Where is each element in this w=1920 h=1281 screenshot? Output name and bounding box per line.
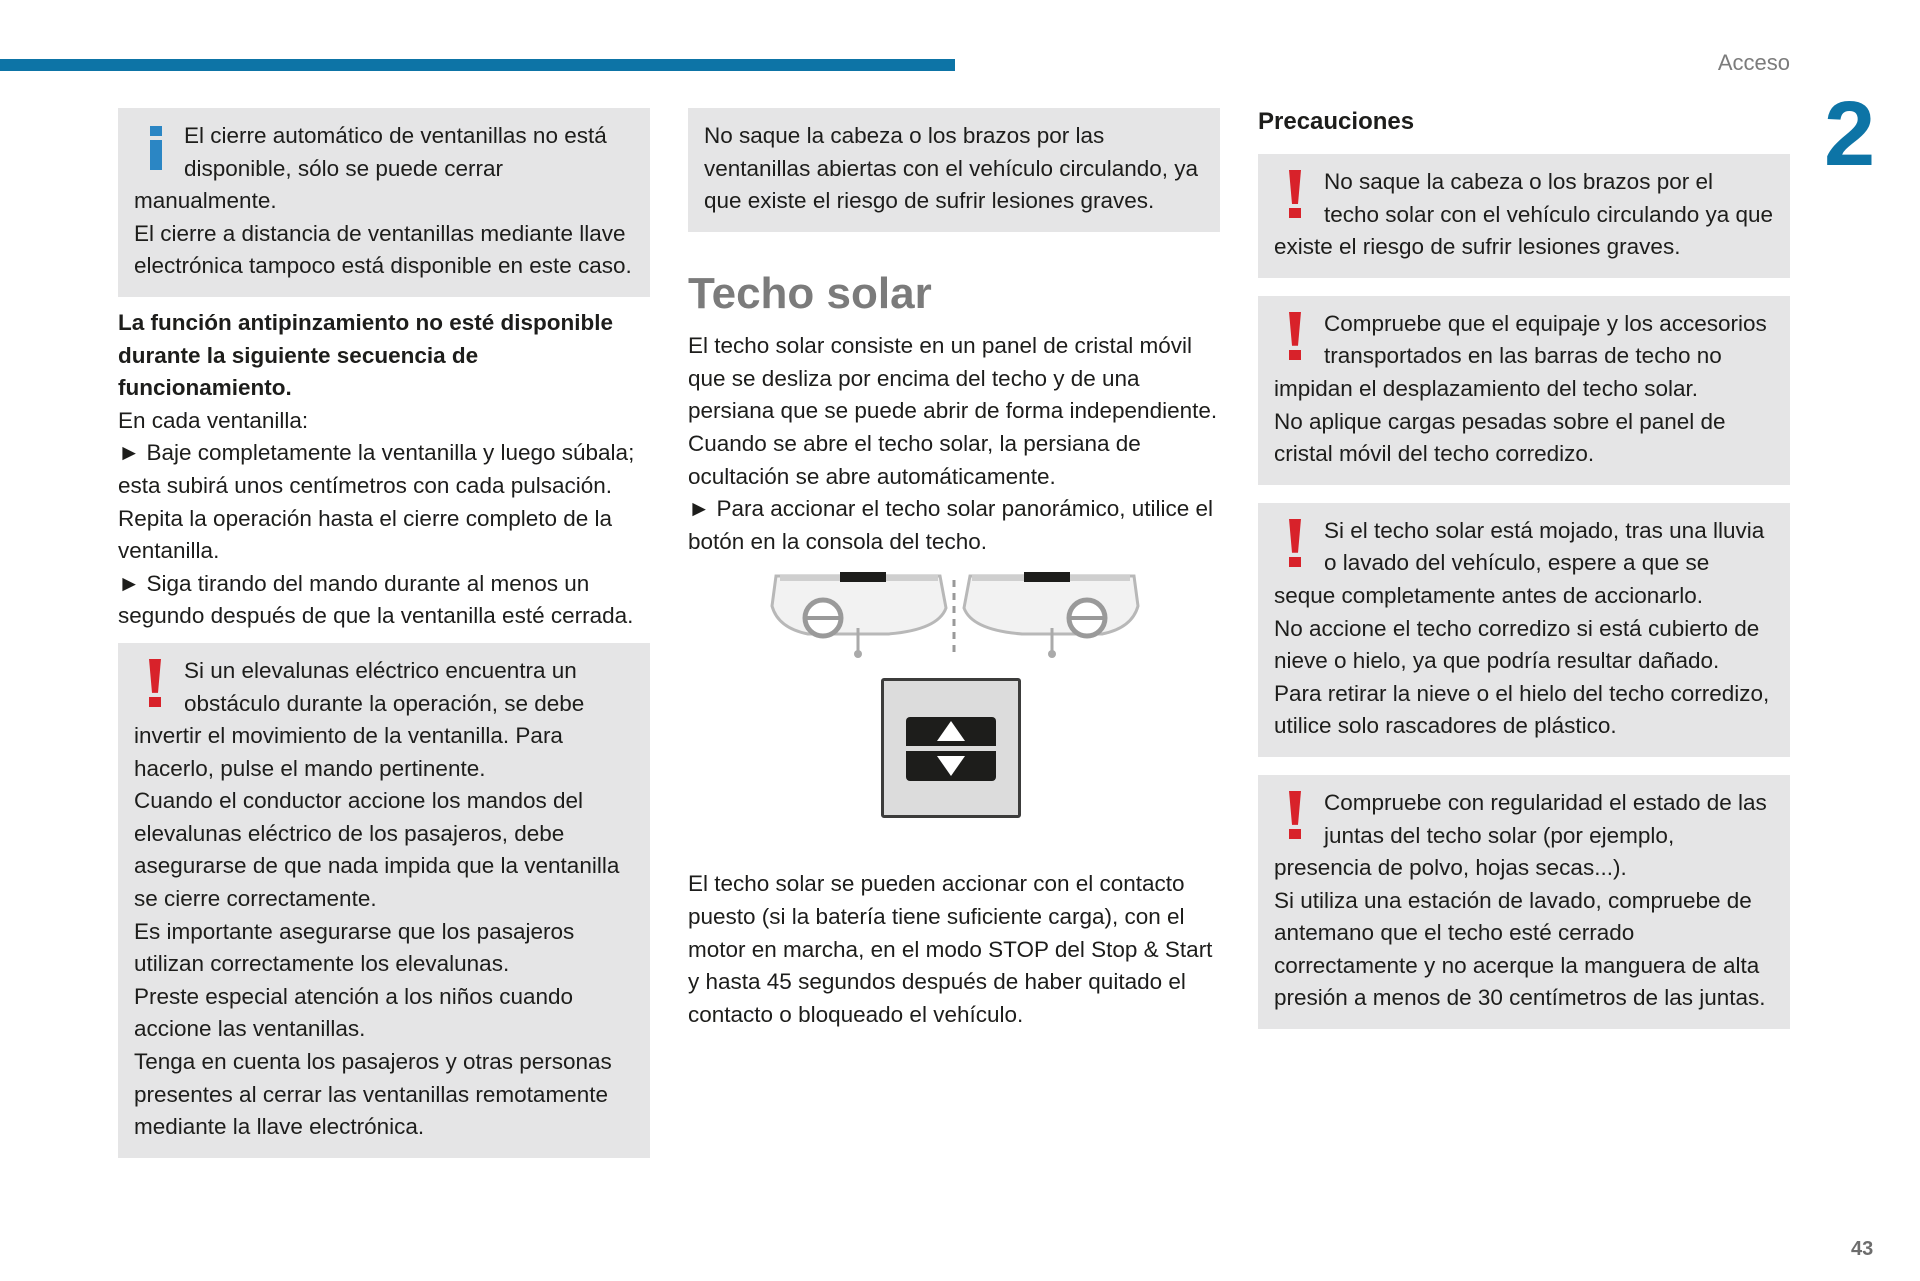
warning-icon (1274, 168, 1320, 222)
arrow-down-icon (937, 756, 965, 776)
info-box (118, 108, 650, 297)
sunroof-switch (906, 717, 996, 781)
arrow-up-icon (937, 721, 965, 741)
sunroof-para: El techo solar se pueden accionar con el contacto puesto (si la batería tiene suficiente carga), con el motor en marcha, en el modo STOP del Stop & Start y hasta 45 segundos después de haber quitado el contacto o bloqueado el vehículo. (688, 871, 1213, 1027)
note-text: No saque la cabeza o los brazos por las ventanillas abiertas con el vehículo circulando, ya que existe el riesgo de sufrir lesiones graves. (704, 123, 1199, 214)
precaution-line: Compruebe con regularidad el estado de las juntas del techo solar (por ejemplo, presencia de polvo, hojas secas...). (1274, 789, 1767, 881)
sunroof-description (688, 330, 1220, 558)
info-line: El cierre a distancia de ventanillas mediante llave electrónica tampoco está disponible en este caso. (134, 220, 632, 279)
antipinch-step: ► Baje completamente la ventanilla y luego súbala; esta subirá unos centímetros con cada pulsación. Repita la operación hasta el cierre completo de la ventanilla. (118, 440, 635, 564)
precaution-box (1258, 296, 1790, 485)
warning-line: Es importante asegurarse que los pasajeros utilizan correctamente los elevalunas. (134, 918, 575, 977)
precaution-line: No accione el techo corredizo si está cubierto de nieve o hielo, ya que podría resultar dañado. (1274, 615, 1760, 674)
precaution-line: Para retirar la nieve o el hielo del techo corredizo, utilice solo rascadores de plástico. (1274, 680, 1770, 739)
antipinch-step: ► Siga tirando del mando durante al menos un segundo después de que la ventanilla esté cerrada. (118, 570, 634, 629)
precaution-line: Si el techo solar está mojado, tras una lluvia o lavado del vehículo, espere a que se seque completamente antes de accionarlo. (1274, 517, 1765, 608)
precaution-box (1258, 154, 1790, 278)
antipinch-heading: La función antipinzamiento no esté disponible durante la siguiente secuencia de funcionamiento. (118, 309, 614, 401)
column-right (1258, 108, 1790, 1029)
precautions-heading: Precauciones (1258, 108, 1415, 135)
warning-icon (134, 657, 180, 711)
column-middle (688, 108, 1220, 1031)
precaution-line: No aplique cargas pesadas sobre el panel de cristal móvil del techo corredizo. (1274, 408, 1726, 467)
warning-line: Tenga en cuenta los pasajeros y otras personas presentes al cerrar las ventanillas remotamente mediante la llave electrónica. (134, 1049, 612, 1140)
page-number: 43 (1851, 1238, 1874, 1260)
sunroof-operation (688, 868, 1220, 1031)
warning-icon (1274, 789, 1320, 843)
column-left (118, 108, 650, 1158)
chapter-number: 2 (1824, 83, 1876, 185)
left-roof-panel (772, 572, 946, 658)
sunroof-para: ► Para accionar el techo solar panorámico, utilice el botón en la consola del techo. (688, 496, 1214, 554)
info-line: El cierre automático de ventanillas no está disponible, sólo se puede cerrar manualmente. (134, 123, 607, 214)
antipinch-section (118, 307, 650, 633)
sunroof-control-button (881, 678, 1021, 818)
precaution-box (1258, 503, 1790, 757)
warning-icon (1274, 517, 1320, 571)
warning-icon (1274, 310, 1320, 364)
warning-line: Preste especial atención a los niños cuando accione las ventanillas. (134, 983, 574, 1042)
note-box (688, 108, 1220, 232)
precaution-line: No saque la cabeza o los brazos por el techo solar con el vehículo circulando ya que existe el riesgo de sufrir lesiones graves. (1274, 169, 1774, 260)
info-icon (134, 122, 180, 176)
section-label: Acceso (1717, 50, 1790, 75)
precaution-box (1258, 775, 1790, 1029)
precaution-line: Si utiliza una estación de lavado, compruebe de antemano que el techo esté cerrado correctamente y no acerque la manguera de alta presión a menos de 30 centímetros de las juntas. (1274, 887, 1766, 1011)
roof-console-illustration (688, 570, 1220, 680)
antipinch-intro: En cada ventanilla: (118, 407, 309, 433)
precaution-line: Compruebe que el equipaje y los accesorios transportados en las barras de techo no impidan el desplazamiento del techo solar. (1274, 310, 1767, 401)
sunroof-diagram (688, 570, 1220, 860)
section-title: Techo solar (688, 268, 932, 318)
sunroof-para: El techo solar consiste en un panel de cristal móvil que se desliza por encima del techo y de una persiana que se puede abrir de forma independiente. Cuando se abre el techo solar, la persiana de ocultación se abre automáticamente. (688, 333, 1218, 489)
header-accent-bar (0, 59, 955, 71)
warning-line: Si un elevalunas eléctrico encuentra un obstáculo durante la operación, se debe invertir el movimiento de la ventanilla. Para hacerlo, pulse el mando pertinente. (134, 657, 585, 781)
warning-line: Cuando el conductor accione los mandos del elevalunas eléctrico de los pasajeros, debe asegurarse de que nada impida que la ventanilla se cierre correctamente. (134, 788, 620, 912)
warning-box (118, 643, 650, 1158)
right-roof-panel (964, 572, 1138, 658)
